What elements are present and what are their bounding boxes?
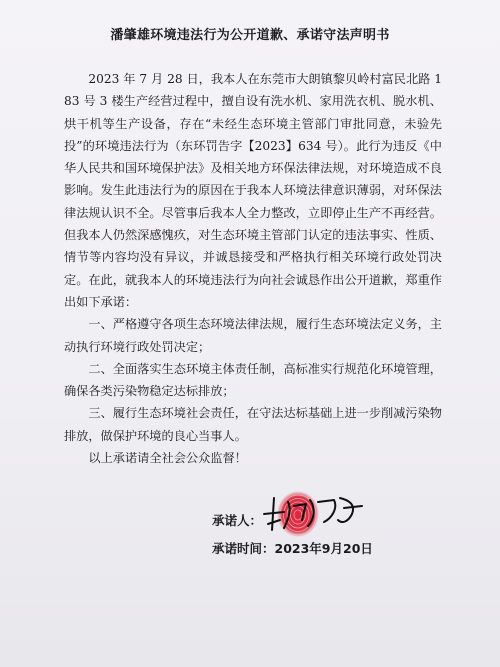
paragraph-statement: 2023 年 7 月 28 日，我本人在东莞市大朗镇黎贝岭村富民北路 183 号 3 楼生产经营过程中，擅自设有洗水机、家用洗衣机、脱水机、烘干机等生产设备，存在“未经生态环境主管部门审批同意，未验先投”的环境违法行为（东环罚告字【2023】634 号）。此行为违反《中华人民共和国环境保护法》及相关地方环保法律法规，对环境造成不良影响。发生此违法行为的原因在于我本人环境法律意识薄弱，对环保法律法规认识不全。尽管事后我本人全力整改，立即停止生产不再经营。但我本人仍然深感愧疚，对生态环境主管部门认定的违法事实、性质、情节等内容均没有异议，并诚恳接受和严格执行相关环境行政处罚决定。在此，就我本人的环境违法行为向社会诚恳作出公开道歉，郑重作出如下承诺： <box>64 72 442 309</box>
document-body <box>64 68 442 469</box>
date-value: 2023年9月20日 <box>274 541 373 556</box>
document-title: 潘肇雄环境违法行为公开道歉、承诺守法声明书 <box>110 28 390 43</box>
paragraph-commitment-2: 二、全面落实生态环境主体责任制，高标准实行规范化环境管理，确保各类污染物稳定达标排放； <box>64 361 442 399</box>
paragraph-commitment-3: 三、履行生态环境社会责任，在守法达标基础上进一步削减污染物排放，做保护环境的良心当事人。 <box>64 406 442 443</box>
date-label: 承诺时间： <box>212 541 275 556</box>
date-row <box>212 536 442 562</box>
paragraph-closing: 以上承诺请全社会公众监督！ <box>88 451 247 466</box>
signer-label: 承诺人： <box>212 513 263 528</box>
signature-block <box>212 506 442 562</box>
signer-row <box>212 506 442 536</box>
paragraph-commitment-1: 一、严格遵守各项生态环境法律法规，履行生态环境法定义务，主动执行环境行政处罚决定； <box>64 317 442 354</box>
handwritten-signature <box>258 490 368 534</box>
